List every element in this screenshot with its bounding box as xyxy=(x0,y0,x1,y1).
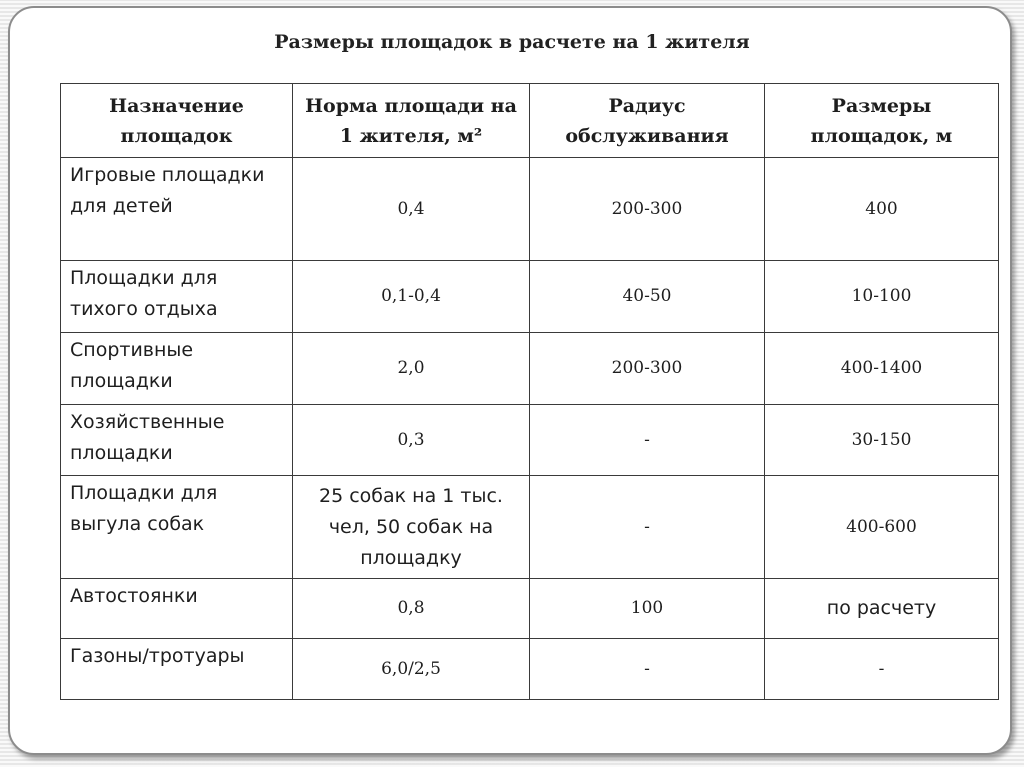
table-row xyxy=(61,476,999,579)
table-header-row xyxy=(61,84,999,158)
table-row xyxy=(61,333,999,405)
cell-radius: - xyxy=(530,405,765,476)
table-row xyxy=(61,405,999,476)
cell-size: 400-1400 xyxy=(765,333,999,405)
cell-size: по расчету xyxy=(765,579,999,639)
table-row xyxy=(61,158,999,261)
header-purpose: Назначение площадок xyxy=(61,84,293,158)
cell-size: 400-600 xyxy=(765,476,999,579)
cell-purpose: Газоны/тротуары xyxy=(61,639,293,700)
cell-purpose: Спортивные площадки xyxy=(61,333,293,405)
cell-norm: 25 собак на 1 тыс. чел, 50 собак на площадку xyxy=(293,476,530,579)
cell-radius: 200-300 xyxy=(530,333,765,405)
cell-purpose: Хозяйственные площадки xyxy=(61,405,293,476)
cell-norm: 0,8 xyxy=(293,579,530,639)
cell-purpose: Площадки для выгула собак xyxy=(61,476,293,579)
table-row xyxy=(61,639,999,700)
cell-norm: 0,3 xyxy=(293,405,530,476)
slide-title: Размеры площадок в расчете на 1 жителя xyxy=(274,31,750,53)
table-row xyxy=(61,579,999,639)
cell-radius: 100 xyxy=(530,579,765,639)
cell-purpose: Автостоянки xyxy=(61,579,293,639)
header-radius: Радиус обслуживания xyxy=(530,84,765,158)
cell-purpose: Площадки для тихого отдыха xyxy=(61,261,293,333)
cell-norm: 0,1-0,4 xyxy=(293,261,530,333)
cell-purpose: Игровые площадки для детей xyxy=(61,158,293,261)
table-row xyxy=(61,261,999,333)
cell-radius: 200-300 xyxy=(530,158,765,261)
cell-radius: - xyxy=(530,639,765,700)
cell-size: 400 xyxy=(765,158,999,261)
cell-radius: - xyxy=(530,476,765,579)
cell-norm: 0,4 xyxy=(293,158,530,261)
cell-norm: 2,0 xyxy=(293,333,530,405)
cell-norm: 6,0/2,5 xyxy=(293,639,530,700)
cell-size: - xyxy=(765,639,999,700)
header-size: Размеры площадок, м xyxy=(765,84,999,158)
cell-size: 30-150 xyxy=(765,405,999,476)
cell-size: 10-100 xyxy=(765,261,999,333)
cell-radius: 40-50 xyxy=(530,261,765,333)
sites-table xyxy=(60,83,999,700)
header-norm: Норма площади на 1 жителя, м² xyxy=(293,84,530,158)
